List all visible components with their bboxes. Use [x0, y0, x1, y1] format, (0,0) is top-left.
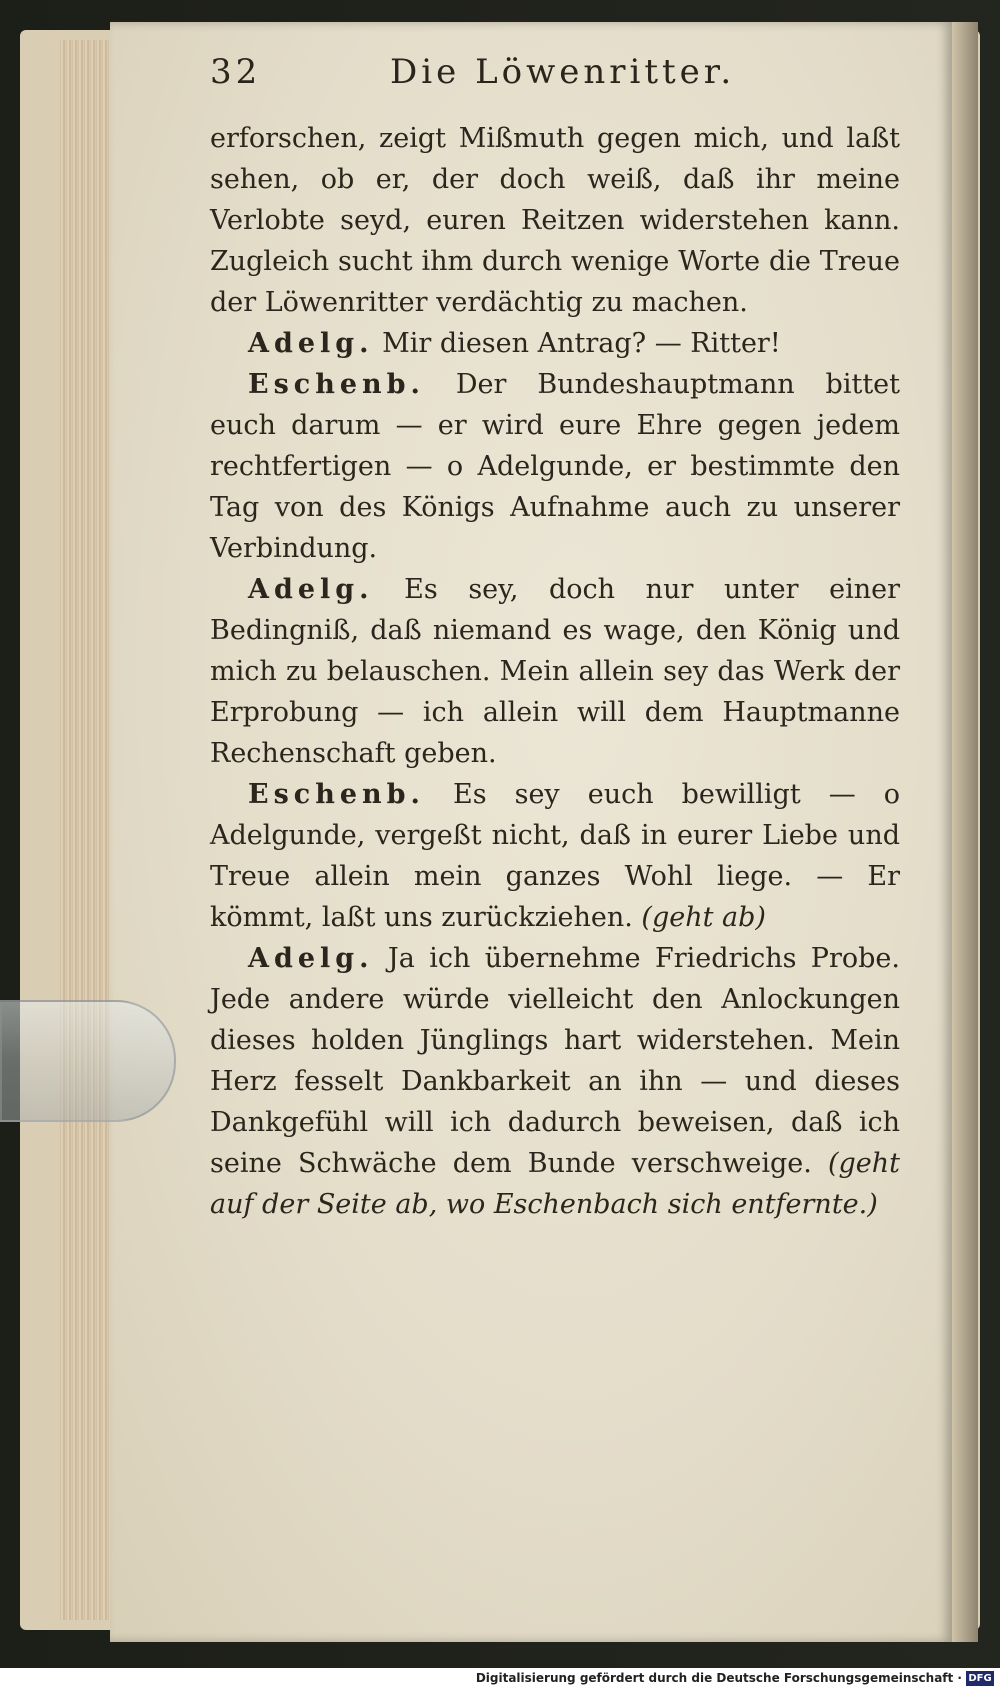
- dfg-logo-icon: DFG: [966, 1671, 994, 1686]
- paragraph-1: [210, 323, 900, 364]
- speaker-label: Adelg.: [248, 328, 374, 359]
- footer-credit: Digitalisierung gefördert durch die Deutsche Forschungsgemeinschaft ·: [475, 1671, 962, 1685]
- paragraph-text: Der Bundeshauptmann bittet euch darum — er wird eure Ehre gegen jedem rechtfertigen — o Adelgunde, er bestimmte den Tag von des Königs Aufnahme auch zu unserer Verbindung.: [210, 369, 900, 564]
- stage-direction: (geht ab): [641, 902, 766, 933]
- header-title: Die Löwenritter.: [390, 52, 736, 92]
- paragraph-text: Es sey, doch nur unter einer Bedingniß, daß niemand es wage, den König und mich zu belauschen. Mein allein sey das Werk der Erprobung — ich allein will dem Hauptmanne Rechenschaft geben.: [210, 574, 900, 769]
- paragraph-text: Mir diesen Antrag? — Ritter!: [382, 328, 781, 359]
- page-clip: [0, 1000, 176, 1122]
- paragraph-text: Es sey euch bewilligt — o Adelgunde, vergeßt nicht, daß in eurer Liebe und Treue allein mein ganzes Wohl liege. — Er kömmt, laßt uns zurückziehen.: [210, 779, 901, 933]
- paragraph-3: [210, 569, 900, 774]
- stage-direction: (geht auf der Seite ab, wo Eschenbach sich entfernte.): [210, 1148, 900, 1220]
- paragraph-0: [210, 118, 900, 323]
- paragraph-text: erforschen, zeigt Mißmuth gegen mich, und laßt sehen, ob er, der doch weiß, daß ihr meine Verlobte seyd, euren Reitzen widerstehen kann. Zugleich sucht ihm durch wenige Worte die Treue der Löwenritter verdächtig zu machen.: [210, 123, 900, 318]
- speaker-label: Adelg.: [248, 574, 374, 605]
- paragraph-5: [210, 938, 900, 1225]
- page-number: 32: [210, 52, 262, 92]
- text-block: [210, 118, 900, 1225]
- page-right-edge: [952, 22, 978, 1642]
- footer-bar: [0, 1668, 1000, 1690]
- running-head: [210, 52, 900, 102]
- paragraph-2: [210, 364, 900, 569]
- speaker-label: Eschenb.: [248, 779, 425, 810]
- speaker-label: Adelg.: [248, 943, 374, 974]
- paragraph-4: [210, 774, 900, 938]
- speaker-label: Eschenb.: [248, 369, 425, 400]
- paragraph-text: Ja ich übernehme Friedrichs Probe. Jede andere würde vielleicht den Anlockungen dieses holden Jünglings hart widerstehen. Mein Herz fesselt Dankbarkeit an ihn — und dieses Dankgefühl will ich dadurch beweisen, daß ich seine Schwäche dem Bunde verschweige.: [210, 943, 900, 1179]
